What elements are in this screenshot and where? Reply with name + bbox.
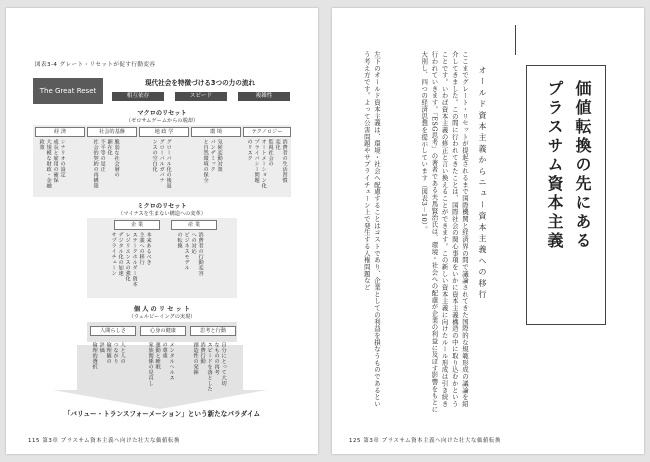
personal-reset-subtitle: （ウェルビーイングの実現） xyxy=(128,314,196,320)
force-speed: スピード xyxy=(175,92,227,101)
list-item: と自然環境の保全 xyxy=(202,139,209,183)
cat-humanity: 人間らしさ xyxy=(90,326,136,336)
cat-thinking: 思考と行動 xyxy=(190,326,236,336)
section-subheading: オールド資本主義からニュー資本主義への移行 xyxy=(478,66,487,302)
list-item: 脆弱な社会層の xyxy=(113,139,120,178)
list-item: の尊重 xyxy=(161,342,168,359)
list-item: ステークホルダー資本 xyxy=(131,232,138,287)
micro-reset-subtitle: （マイナスを生まない構造への変革） xyxy=(118,211,206,217)
figure-caption: 図表3-4 グレート・リセットが促す行動変容 xyxy=(35,62,156,68)
force-complexity: 複雑性 xyxy=(238,92,290,101)
list-item: 本来あるべき xyxy=(145,232,152,265)
list-item: 人と人の xyxy=(119,342,126,364)
cat-wellbeing: 心身の健康 xyxy=(140,326,186,336)
left-page xyxy=(6,8,318,454)
list-item: スピードを落とした xyxy=(206,342,213,392)
list-item: 顕在化 xyxy=(106,139,113,156)
list-item: 監視社会の xyxy=(267,139,274,167)
forces-title: 現代社会を特徴づける3つの力の流れ xyxy=(144,79,256,87)
force-interdependence: 相互依存 xyxy=(112,92,164,101)
personal-reset-title: 個 人 の リ セ ッ ト xyxy=(133,306,191,313)
cat-technology: テクノロジー xyxy=(243,127,291,137)
list-item: 成長と雇用の確保 xyxy=(52,139,59,183)
body-paragraph: 左下のオールド資本主義は、環境・社会へ配慮することはコストであり、企業としての利益を損なうものであるという考え方です。よって公害問題やサプライチェーン上で発生する人権問題など xyxy=(362,51,381,408)
micro-reset-title: ミクロのリセット xyxy=(137,203,187,210)
right-page xyxy=(332,8,644,454)
list-item: への対応 xyxy=(190,232,197,254)
list-item: 政策 xyxy=(38,139,45,150)
list-item: ビジネスモデル xyxy=(183,232,190,271)
great-reset-label: The Great Reset xyxy=(33,78,103,104)
cat-company: 企 業 xyxy=(114,220,160,230)
list-item: 気候変動対策 xyxy=(216,139,223,172)
list-item: 倫理観の xyxy=(105,342,112,364)
list-item: メンタルヘルス xyxy=(168,342,175,381)
list-item: シナリオの設定 xyxy=(59,139,66,178)
list-item: オートメーション化 xyxy=(260,139,267,189)
list-item: 大規模な財政・金融 xyxy=(45,139,52,189)
list-item: 創造性の発揮 xyxy=(192,342,199,375)
arrow-head-icon xyxy=(53,390,267,409)
list-item: 消費者の行動変容 xyxy=(197,232,204,276)
list-item: デジタル化の加速 xyxy=(117,232,124,276)
list-item: ンスの空白化 xyxy=(151,139,158,172)
cat-environment: 環 境 xyxy=(191,127,241,137)
list-item: 変化 xyxy=(274,139,281,150)
cat-economy: 経 済 xyxy=(35,127,85,137)
conclusion-text: 「バリュー・トランスフォーメーション」という新たなパラダイム xyxy=(63,410,261,418)
list-item: なものの再考 xyxy=(213,342,220,375)
cat-social: 社会的基盤 xyxy=(87,127,137,137)
page-footer-left: 115 第3章 プラスサム資本主義へ向けた壮大な価値転換 xyxy=(28,438,180,444)
list-item: サプライチェーン xyxy=(110,232,117,276)
list-item: 社会的契約の再構築 xyxy=(92,139,99,189)
macro-reset-subtitle: （ゼロサムゲームからの脱却） xyxy=(125,118,199,124)
list-item: 主義への移行 xyxy=(138,232,145,265)
list-item: 自分にとって大切 xyxy=(220,342,227,386)
list-item: プライバシー問題 xyxy=(253,139,260,183)
list-item: グローバル化の後退 xyxy=(165,139,172,189)
list-item: 消費行動 xyxy=(199,342,206,364)
list-item: つながり xyxy=(112,342,119,364)
chapter-title-line-1: 価値転換の先にある xyxy=(573,80,592,251)
list-item: 家族関係の見直し xyxy=(147,342,154,386)
page-footer-right: 125 第3章 プラスサム資本主義へ向けた壮大な価値転換 xyxy=(349,438,501,444)
list-item: 消費者の生活習慣 xyxy=(281,139,288,183)
cat-geopolitics: 地 政 学 xyxy=(139,127,189,137)
list-item: 運動と睡眠 xyxy=(154,342,161,370)
chapter-title-line-2: プラスサム資本主義 xyxy=(545,80,564,251)
list-item: の転換 xyxy=(176,232,183,249)
list-item: グローバルガバナ xyxy=(158,139,165,183)
cat-industry: 産 業 xyxy=(171,220,217,230)
list-item: レジリエンスの強化 xyxy=(124,232,131,282)
list-item: パンデミック xyxy=(209,139,216,172)
list-item: 不平等の是正 xyxy=(99,139,106,172)
list-item: 評価 xyxy=(98,342,105,353)
title-rule xyxy=(515,25,516,55)
macro-reset-title: マクロのリセット xyxy=(137,110,187,117)
list-item: のリスク xyxy=(246,139,253,161)
list-item: 倫理的選択 xyxy=(91,342,98,370)
body-paragraph: ここまでグレート・リセットが提起されるまで国際機関と経済界の間で議論されてきた国際的な規範形成の議論を紹介してきました。この間に行われてきたことは、国際社会の関心事項をいかに資本主義構造の中に取り込むかということです。いわば資本主義の修正と言い換えることができます。この新しい資本主義に向けたルール形成は引き続き行われていきます。「ESG思考」の著者である夫馬賢治氏は、環境・社会への配慮が企業の利益に及ぼす影響をもとに大別し、四つの経済思想を提示しています（図表3－10）。 xyxy=(420,51,469,413)
chapter-title-box xyxy=(526,65,606,325)
